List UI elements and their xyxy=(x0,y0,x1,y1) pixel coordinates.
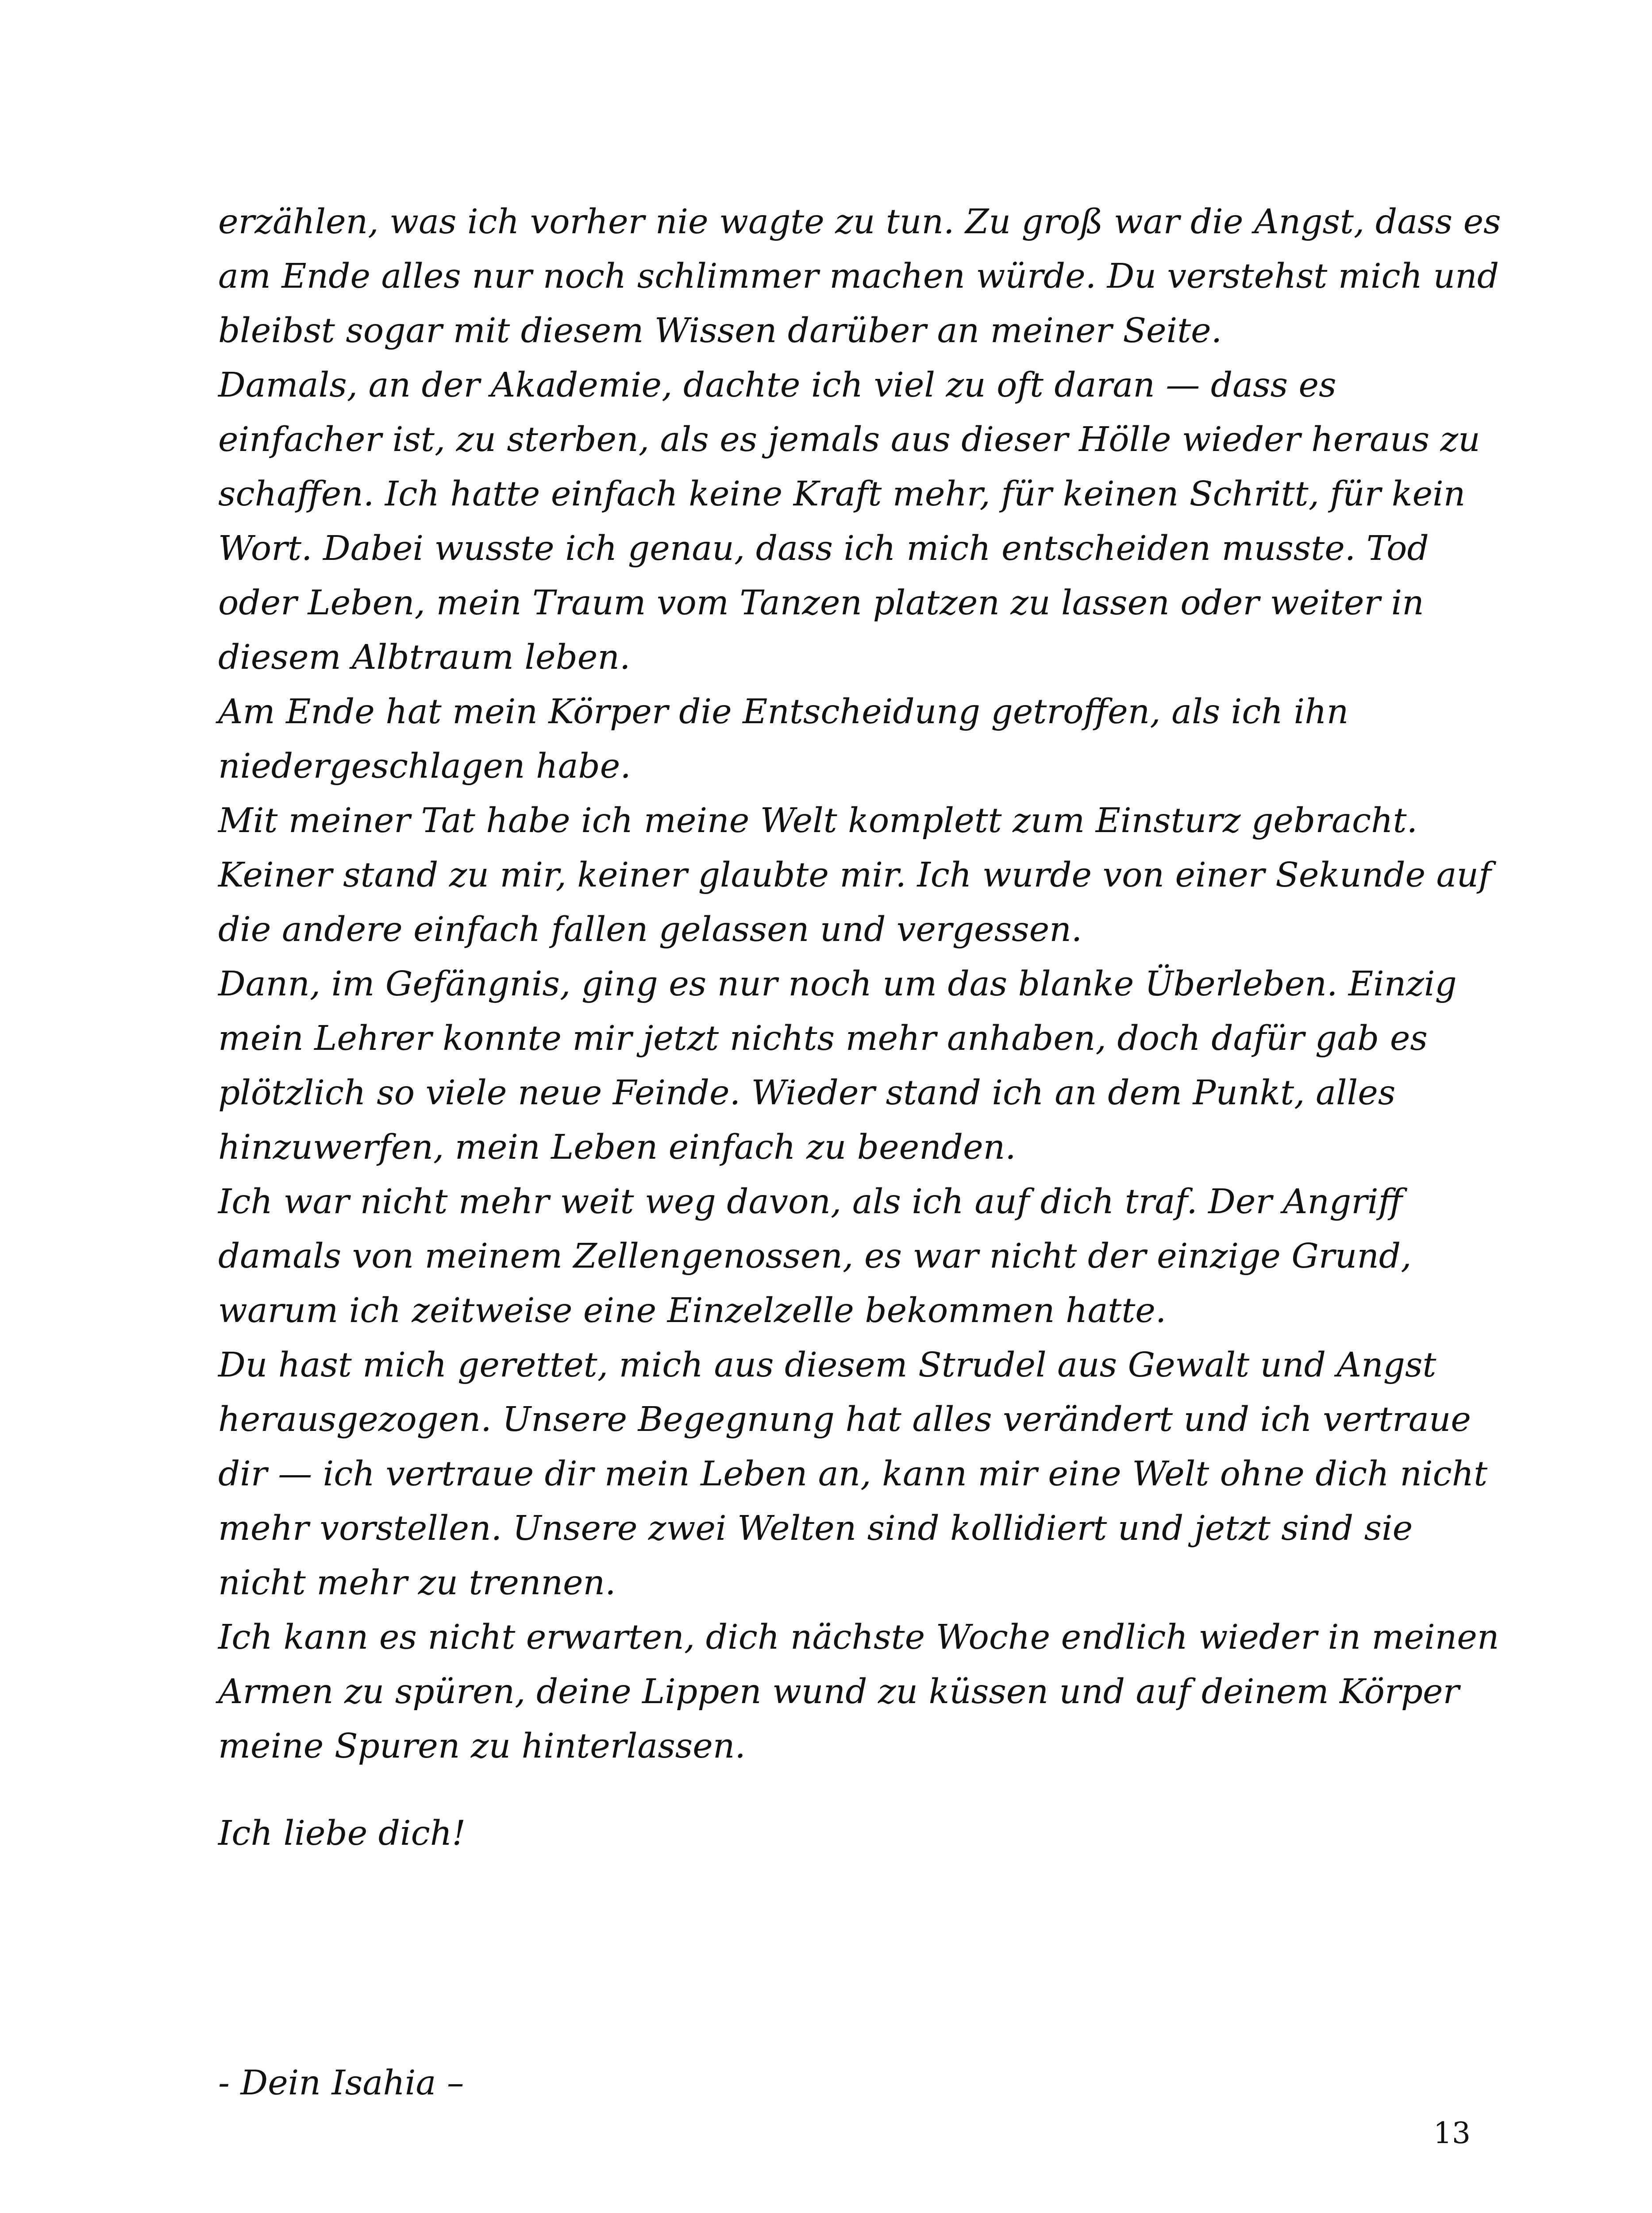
letter-line: nicht mehr zu trennen. xyxy=(218,1563,616,1603)
letter-line: schaffen. Ich hatte einfach keine Kraft mehr, für keinen Schritt, für kein xyxy=(218,474,1466,514)
letter-line: dir — ich vertraue dir mein Leben an, kann mir eine Welt ohne dich nicht xyxy=(218,1454,1488,1494)
letter-line: Ich kann es nicht erwarten, dich nächste Woche endlich wieder in meinen xyxy=(218,1618,1499,1657)
letter-line: Damals, an der Akademie, dachte ich viel zu oft daran — dass es xyxy=(218,366,1336,405)
letter-line: Ich war nicht mehr weit weg davon, als ich auf dich traf. Der Angriff xyxy=(218,1182,1403,1222)
letter-line: mehr vorstellen. Unsere zwei Welten sind kollidiert und jetzt sind sie xyxy=(218,1509,1413,1548)
letter-line: herausgezogen. Unsere Begegnung hat alles verändert und ich vertraue xyxy=(218,1400,1471,1439)
letter-line: erzählen, was ich vorher nie wagte zu tun. Zu groß war die Angst, dass es xyxy=(218,202,1501,242)
letter-line: plötzlich so viele neue Feinde. Wieder stand ich an dem Punkt, alles xyxy=(218,1073,1396,1113)
letter-line: damals von meinem Zellengenossen, es war nicht der einzige Grund, xyxy=(218,1237,1412,1276)
letter-line: warum ich zeitweise eine Einzelzelle bekommen hatte. xyxy=(218,1291,1167,1330)
page-number: 13 xyxy=(1433,2116,1471,2150)
letter-line: Wort. Dabei wusste ich genau, dass ich mich entscheiden musste. Tod xyxy=(218,529,1429,568)
letter-line: Armen zu spüren, deine Lippen wund zu küssen und auf deinem Körper xyxy=(218,1672,1459,1712)
letter-line: die andere einfach fallen gelassen und vergessen. xyxy=(218,910,1082,949)
letter-body xyxy=(218,195,1501,1773)
letter-line: Keiner stand zu mir, keiner glaubte mir. Ich wurde von einer Sekunde auf xyxy=(218,856,1491,895)
letter-line: oder Leben, mein Traum vom Tanzen platzen zu lassen oder weiter in xyxy=(218,583,1424,623)
letter-line: niedergeschlagen habe. xyxy=(218,747,631,786)
letter-line: hinzuwerfen, mein Leben einfach zu beenden. xyxy=(218,1128,1016,1167)
letter-line: bleibst sogar mit diesem Wissen darüber an meiner Seite. xyxy=(218,311,1222,351)
letter-line: Du hast mich gerettet, mich aus diesem Strudel aus Gewalt und Angst xyxy=(218,1346,1436,1385)
letter-line: meine Spuren zu hinterlassen. xyxy=(218,1727,746,1766)
letter-line: Dann, im Gefängnis, ging es nur noch um das blanke Überleben. Einzig xyxy=(218,964,1457,1004)
letter-line: einfacher ist, zu sterben, als es jemals aus dieser Hölle wieder heraus zu xyxy=(218,420,1480,459)
letter-line: diesem Albtraum leben. xyxy=(218,638,631,677)
letter-line: Am Ende hat mein Körper die Entscheidung getroffen, als ich ihn xyxy=(218,692,1349,732)
letter-line: mein Lehrer konnte mir jetzt nichts mehr anhaben, doch dafür gab es xyxy=(218,1019,1428,1058)
letter-line: am Ende alles nur noch schlimmer machen würde. Du verstehst mich und xyxy=(218,257,1499,296)
letter-signature: - Dein Isahia – xyxy=(218,2063,464,2103)
letter-line: Mit meiner Tat habe ich meine Welt komplett zum Einsturz gebracht. xyxy=(218,801,1418,840)
letter-closing: Ich liebe dich! xyxy=(218,1814,466,1853)
